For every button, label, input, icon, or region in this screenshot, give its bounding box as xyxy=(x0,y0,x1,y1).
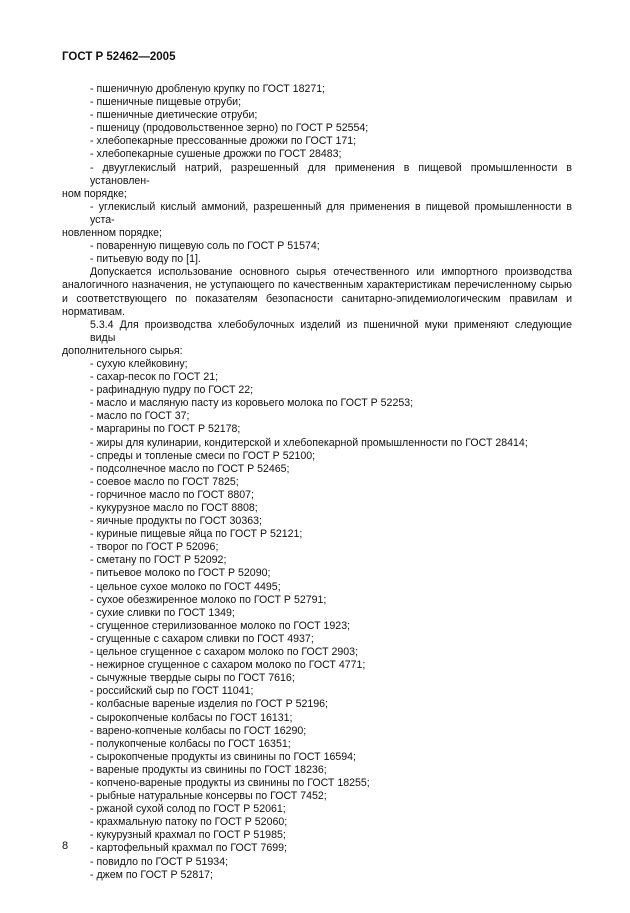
list-item: - цельное сухое молоко по ГОСТ 4495; xyxy=(90,580,281,593)
list-item: - масло по ГОСТ 37; xyxy=(90,410,190,423)
list-item: - куриные пищевые яйца по ГОСТ Р 52121; xyxy=(90,528,303,541)
list-item: - сухую клейковину; xyxy=(90,357,188,370)
list-item: - соевое масло по ГОСТ 7825; xyxy=(90,475,239,488)
list-item: - питьевое молоко по ГОСТ Р 52090; xyxy=(90,567,271,580)
list-item: - жиры для кулинарии, кондитерской и хлебопекарной промышленности по ГОСТ 28414; xyxy=(90,436,528,449)
list-item: - пшеницу (продовольственное зерно) по ГОСТ Р 52554; xyxy=(90,122,369,135)
list-item: - колбасные вареные изделия по ГОСТ Р 52196; xyxy=(90,698,328,711)
list-item: - пшеничные пищевые отруби; xyxy=(90,96,242,109)
list-item: - сгущенные с сахаром сливки по ГОСТ 4937; xyxy=(90,632,314,645)
list-item: - спреды и топленые смеси по ГОСТ Р 52100; xyxy=(90,449,316,462)
list-item: - сахар-песок по ГОСТ 21; xyxy=(90,371,219,384)
list-item: - сгущенное стерилизованное молоко по ГОСТ 1923; xyxy=(90,619,351,632)
list-item: - российский сыр по ГОСТ 11041; xyxy=(90,685,254,698)
list-item-ammonium-line2: новленном порядке; xyxy=(62,227,162,240)
list-item: - хлебопекарные прессованные дрожжи по ГОСТ 171; xyxy=(90,135,357,148)
list-item: - рафинадную пудру по ГОСТ 22; xyxy=(90,384,254,397)
list-item-ammonium-line1: - углекислый кислый аммоний, разрешенный для применения в пищевой промышленности в уста- xyxy=(90,200,572,226)
list-item: - ржаной сухой солод по ГОСТ Р 52061; xyxy=(90,803,286,816)
list-item: - повидло по ГОСТ Р 51934; xyxy=(90,855,229,868)
list-item: - кукурузное масло по ГОСТ 8808; xyxy=(90,502,258,514)
raw-materials-list-main xyxy=(62,83,572,162)
list-item: - нежирное сгущенное с сахаром молоко по ГОСТ 4771; xyxy=(90,659,366,672)
list-item: - масло и масляную пасту из коровьего молока по ГОСТ Р 52253; xyxy=(90,397,414,410)
page-number: 8 xyxy=(62,840,69,852)
list-item: - сухое обезжиренное молоко по ГОСТ Р 52791; xyxy=(90,593,327,606)
list-item: - джем по ГОСТ Р 52817; xyxy=(90,868,213,881)
import-raw-materials-paragraph: Допускается использование основного сырья отечественного или импортного производства аналогичного назначения, не уступающего по качественным характеристикам перечисленному сырью и соответствующего по показателям безопасности санитарно-эпидемиологическим правилам и нормативам. xyxy=(62,266,572,318)
list-item: - вареные продукты из свинины по ГОСТ 18236; xyxy=(90,763,327,776)
list-item-sodium-line1: - двууглекислый натрий, разрешенный для применения в пищевой промышленности в установлен- xyxy=(90,161,572,187)
list-item: - сухие сливки по ГОСТ 1349; xyxy=(90,606,235,619)
list-item: - полукопченые колбасы по ГОСТ 16351; xyxy=(90,737,291,750)
list-item: - крахмальную патоку по ГОСТ Р 52060; xyxy=(90,816,288,829)
list-item: - копчено-вареные продукты из свинины по ГОСТ 18255; xyxy=(90,776,370,789)
document-header: ГОСТ Р 52462—2005 xyxy=(62,51,176,63)
list-item: - кукурузный крахмал по ГОСТ Р 51985; xyxy=(90,829,286,842)
list-item: - яичные продукты по ГОСТ 30363; xyxy=(90,515,262,528)
list-item: - хлебопекарные сушеные дрожжи по ГОСТ 28483; xyxy=(90,148,342,161)
list-item: - сырокопченые продукты из свинины по ГОСТ 16594; xyxy=(90,750,356,763)
raw-materials-list-main-end xyxy=(62,240,572,266)
list-item: - горчичное масло по ГОСТ 8807; xyxy=(90,488,254,501)
list-item: - маргарины по ГОСТ Р 52178; xyxy=(90,423,241,436)
list-item: - поваренную пищевую соль по ГОСТ Р 51574; xyxy=(90,240,320,253)
list-item: - пшеничные диетические отруби; xyxy=(90,109,258,122)
list-item: - подсолнечное масло по ГОСТ Р 52465; xyxy=(90,462,290,475)
list-item: - сычужные твердые сыры по ГОСТ 7616; xyxy=(90,672,295,685)
list-item: - картофельный крахмал по ГОСТ 7699; xyxy=(90,842,287,855)
list-item-sodium-line2: ном порядке; xyxy=(62,187,127,200)
section-5-3-4-line1: 5.3.4 Для производства хлебобулочных изделий из пшеничной муки применяют следующие виды xyxy=(90,318,572,344)
page-content xyxy=(62,83,572,882)
list-item: - рыбные натуральные консервы по ГОСТ 7452; xyxy=(90,790,327,803)
additional-raw-materials-list xyxy=(62,358,572,882)
list-item: - сырокопченые колбасы по ГОСТ 16131; xyxy=(90,711,293,724)
list-item: - сметану по ГОСТ Р 52092; xyxy=(90,554,227,567)
list-item: - пшеничную дробленую крупку по ГОСТ 18271; xyxy=(90,83,326,95)
list-item: - питьевую воду по [1]. xyxy=(90,253,201,266)
section-5-3-4-line2: дополнительного сырья: xyxy=(62,344,183,357)
list-item: - цельное сгущенное с сахаром молоко по ГОСТ 2903; xyxy=(90,646,359,659)
list-item: - творог по ГОСТ Р 52096; xyxy=(90,541,219,554)
list-item: - варено-копченые колбасы по ГОСТ 16290; xyxy=(90,724,307,737)
